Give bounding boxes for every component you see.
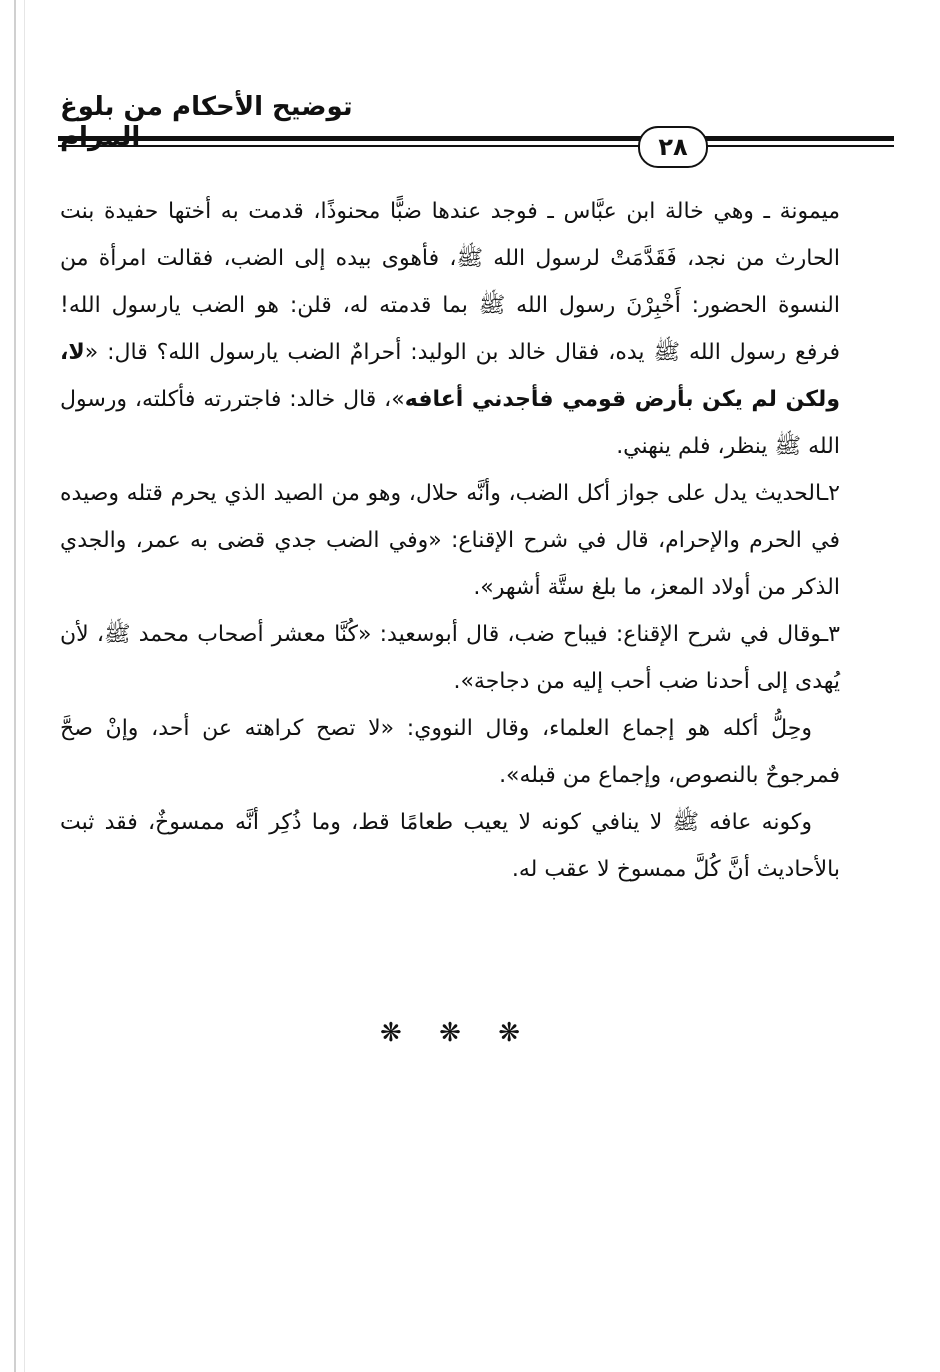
header-rule-thick bbox=[58, 136, 894, 141]
paragraph-hadith-continuation bbox=[60, 188, 840, 470]
page-edge-line bbox=[14, 0, 16, 1372]
main-text bbox=[60, 188, 840, 893]
asterism-icon: ❋ bbox=[439, 1018, 461, 1048]
section-separator bbox=[380, 1018, 520, 1048]
running-header-title: توضيح الأحكام من بلوغ bbox=[60, 92, 353, 122]
paragraph-consensus: وحِلُّ أكله هو إجماع العلماء، وقال النووي: «لا تصح كراهته عن أحد، وإنْ صحَّ فمرجوحٌ بالنصوص، وإجماع من قبله». bbox=[60, 716, 840, 788]
point-2-number: ٢ـ bbox=[821, 481, 840, 506]
paragraph-abrogation: وكونه عافه ﷺ لا ينافي كونه لا يعيب طعامًا قط، وما ذُكِر أنَّه ممسوخٌ، فقد ثبت بالأحاديث أنَّ كُلَّ ممسوخ لا عقب له. bbox=[60, 810, 840, 882]
point-3-text: وقال في شرح الإقناع: فيباح ضب، قال أبوسعيد: «كُنَّا معشر أصحاب محمد ﷺ، لأن يُهدى إلى أحدنا ضب أحب إليه من دجاجة». bbox=[60, 622, 840, 694]
point-2 bbox=[60, 470, 840, 611]
header-rule-thin bbox=[58, 145, 894, 147]
page-edge-line-inner bbox=[24, 0, 25, 1372]
asterism-icon: ❋ bbox=[380, 1018, 402, 1048]
page-number: ٢٨ bbox=[638, 126, 708, 168]
point-3-number: ٣ـ bbox=[821, 622, 840, 647]
point-2-text: الحديث يدل على جواز أكل الضب، وأنَّه حلال، وهو من الصيد الذي يحرم قتله وصيده في الحرم والإحرام، قال في شرح الإقناع: «وفي الضب جدي قضى به عمر، والجدي الذكر من أولاد المعز، ما بلغ ستَّة أشهر». bbox=[60, 481, 840, 600]
asterism-icon: ❋ bbox=[498, 1018, 520, 1048]
hadith-text-part-2: »، قال خالد: فاجتررته فأكلته، ورسول الله ﷺ ينظر، فلم ينهني. bbox=[60, 387, 840, 459]
hadith-quote-bold: لا، ولكن لم يكن بأرض قومي فأجدني أعافه bbox=[60, 340, 840, 412]
hadith-text-part-1: ميمونة ـ وهي خالة ابن عبَّاس ـ فوجد عندها ضبًّا محنوذًا، قدمت به أختها حفيدة بنت الحارث من نجد، فَقَدَّمَتْ لرسول الله ﷺ، فأهوى بيده إلى الضب، فقالت امرأة من النسوة الحضور: أَخْبِرْنَ رسول الله ﷺ بما قدمته له، قلن: هو الضب يارسول الله! فرفع رسول الله ﷺ يده، فقال خالد بن الوليد: أحرامٌ الضب يارسول الله؟ قال: « bbox=[60, 199, 840, 365]
point-3 bbox=[60, 611, 840, 705]
